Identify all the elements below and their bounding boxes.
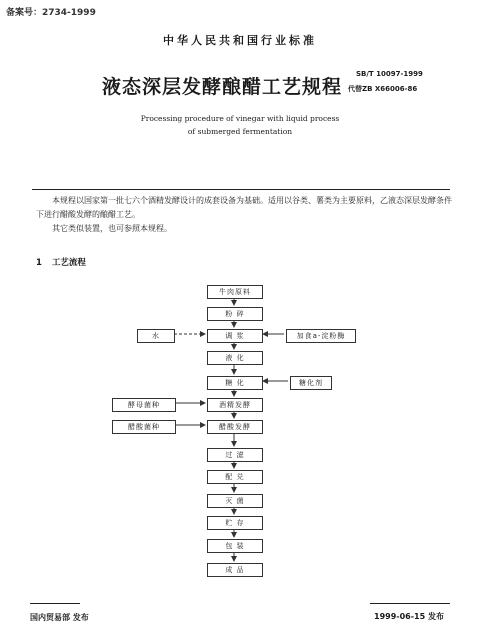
flow-step-acetic-fermentation: 醋酸发酵 — [207, 420, 263, 434]
ministry-heading: 中华人民共和国行业标准 — [163, 34, 317, 47]
document-title: 液态深层发酵酿醋工艺规程 — [102, 76, 343, 98]
flow-input-saccharifier: 糖化剂 — [290, 376, 332, 390]
flow-step-packaging: 包 装 — [207, 539, 263, 553]
flow-input-water: 水 — [137, 329, 175, 343]
english-title-line2: of submerged fermentation — [187, 127, 293, 136]
flow-input-enzyme: 加食a-淀粉酶 — [286, 329, 356, 343]
footer-rule-left — [30, 603, 80, 604]
intro-paragraph-2: 其它类似装置，也可参照本规程。 — [52, 224, 172, 233]
flow-step-crushing: 粉 碎 — [207, 307, 263, 321]
flow-step-sterilization: 灭 菌 — [207, 494, 263, 508]
flow-step-liquefaction: 液 化 — [207, 351, 263, 365]
footer-rule-right — [370, 603, 450, 604]
english-title-line1: Processing procedure of vinegar with liquid process — [140, 114, 340, 123]
section-number: 1 — [36, 258, 42, 268]
intro-paragraph-1: 本规程以国家第一批七六个酒精发酵设计的成套设备为基础。适用以谷类、薯类为主要原料，乙液态深层发酵条件下进行醋酸发酵的酿醋工艺。 — [36, 196, 452, 219]
flow-step-mixing: 调 浆 — [207, 329, 263, 343]
section-title: 工艺流程 — [51, 258, 86, 268]
flow-step-filtration: 过 滤 — [207, 448, 263, 462]
footer-date: 1999-06-15 发布 — [374, 612, 444, 621]
flow-step-storage: 贮 存 — [207, 516, 263, 530]
flow-step-raw-material: 牛肉原料 — [207, 285, 263, 299]
flow-step-alcohol-fermentation: 酒精发酵 — [207, 398, 263, 412]
flow-input-yeast: 酵母菌种 — [112, 398, 176, 412]
flow-input-acetobacter: 醋酸菌种 — [112, 420, 176, 434]
record-number: 备案号：2734-1999 — [6, 8, 96, 18]
standard-number: SB/T 10097-1999 — [356, 70, 423, 78]
replaces-standard: 代替ZB X66006-86 — [348, 85, 418, 93]
flow-step-blending: 配 兑 — [207, 470, 263, 484]
flow-step-finished-product: 成 品 — [207, 563, 263, 577]
flow-step-saccharification: 糖 化 — [207, 376, 263, 390]
footer-issuer: 国内贸易部 发布 — [30, 613, 89, 622]
